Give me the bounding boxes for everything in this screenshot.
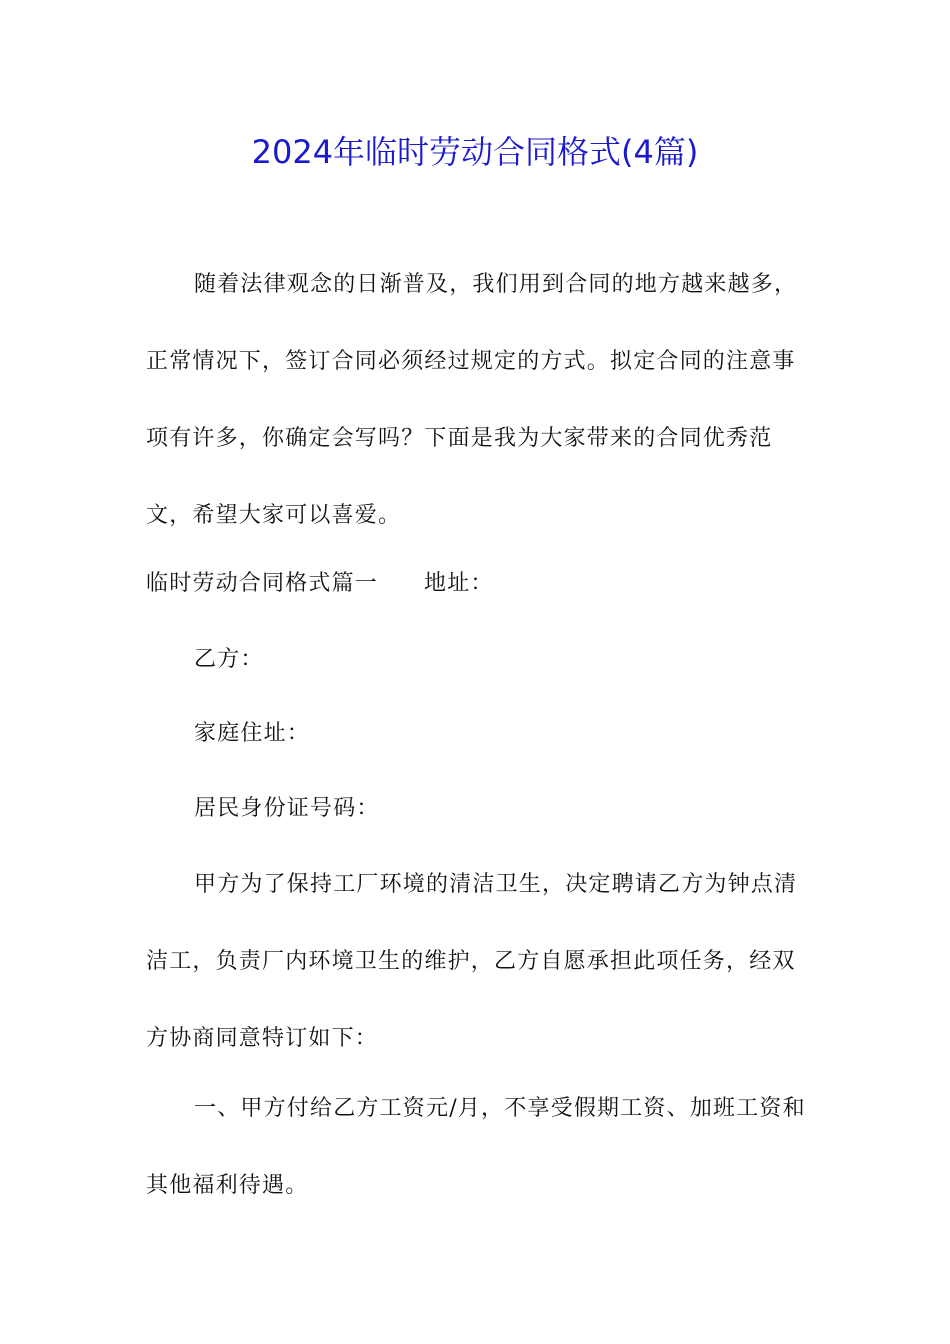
address-label: 地址： bbox=[424, 571, 494, 596]
section-heading: 临时劳动合同格式篇一 bbox=[146, 571, 379, 596]
intro-paragraph: 随着法律观念的日渐普及，我们用到合同的地方越来越多，正常情况下，签订合同必须经过规定的方式。拟定合同的注意事项有许多，你确定会写吗？下面是我为大家带来的合同优秀范文，希望大家可以喜爱。 bbox=[146, 272, 798, 528]
document-title: 2024年临时劳动合同格式(4篇) bbox=[251, 133, 699, 171]
party-b-label: 乙方： bbox=[194, 647, 264, 672]
section-heading-line bbox=[146, 569, 494, 599]
home-address-label: 家庭住址： bbox=[194, 721, 311, 746]
paragraph-hiring: 甲方为了保持工厂环境的清洁卫生，决定聘请乙方为钟点清洁工，负责厂内环境卫生的维护，乙方自愿承担此项任务，经双方协商同意特订如下： bbox=[146, 872, 798, 1051]
clause-one: 一、甲方付给乙方工资元/月，不享受假期工资、加班工资和其他福利待遇。 bbox=[146, 1096, 806, 1198]
id-number-label: 居民身份证号码： bbox=[194, 796, 380, 821]
